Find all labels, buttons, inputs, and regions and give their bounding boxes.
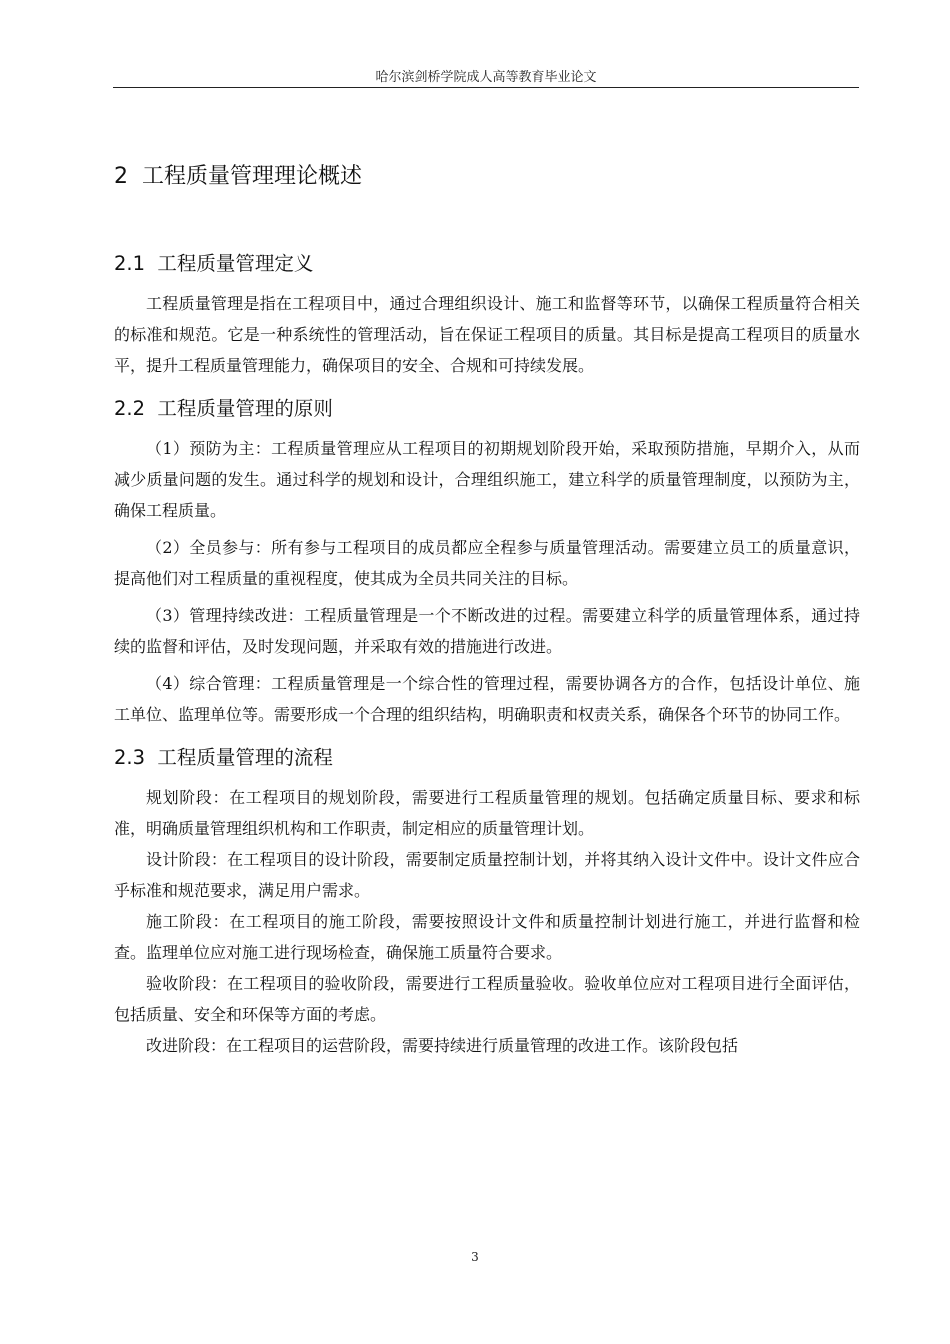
paragraph: 规划阶段：在工程项目的规划阶段，需要进行工程质量管理的规划。包括确定质量目标、要求和标准，明确质量管理组织机构和工作职责，制定相应的质量管理计划。 <box>114 788 860 838</box>
header-rule <box>113 87 859 88</box>
section-number: 2.1 <box>114 252 146 275</box>
paragraph: 改进阶段：在工程项目的运营阶段，需要持续进行质量管理的改进工作。该阶段包括 <box>146 1036 739 1055</box>
chapter-number: 2 <box>114 164 128 189</box>
section-title: 工程质量管理定义 <box>157 252 314 275</box>
section-number: 2.3 <box>114 746 146 769</box>
section-number: 2.2 <box>114 397 146 420</box>
paragraph: 验收阶段：在工程项目的验收阶段，需要进行工程质量验收。验收单位应对工程项目进行全面评估，包括质量、安全和环保等方面的考虑。 <box>114 974 860 1024</box>
paragraph: 施工阶段：在工程项目的施工阶段，需要按照设计文件和质量控制计划进行施工，并进行监督和检查。监理单位应对施工进行现场检查，确保施工质量符合要求。 <box>114 912 860 962</box>
paragraph: （2）全员参与：所有参与工程项目的成员都应全程参与质量管理活动。需要建立员工的质量意识，提高他们对工程质量的重视程度，使其成为全员共同关注的目标。 <box>114 538 860 588</box>
chapter-heading <box>114 154 860 200</box>
paragraph: 设计阶段：在工程项目的设计阶段，需要制定质量控制计划，并将其纳入设计文件中。设计文件应合乎标准和规范要求，满足用户需求。 <box>114 850 860 900</box>
section-2-2 <box>114 389 860 730</box>
page-body <box>114 154 860 1061</box>
page-number: 3 <box>471 1250 479 1264</box>
paragraph: （1）预防为主：工程质量管理应从工程项目的初期规划阶段开始，采取预防措施，早期介入，从而减少质量问题的发生。通过科学的规划和设计，合理组织施工，建立科学的质量管理制度，以预防为主，确保工程质量。 <box>114 439 860 520</box>
section-title: 工程质量管理的原则 <box>157 397 333 420</box>
running-header: 哈尔滨剑桥学院成人高等教育毕业论文 <box>375 70 597 85</box>
section-heading <box>114 389 860 429</box>
section-heading <box>114 244 860 284</box>
paragraph: （3）管理持续改进：工程质量管理是一个不断改进的过程。需要建立科学的质量管理体系，通过持续的监督和评估，及时发现问题，并采取有效的措施进行改进。 <box>114 606 860 656</box>
paragraph: （4）综合管理：工程质量管理是一个综合性的管理过程，需要协调各方的合作，包括设计单位、施工单位、监理单位等。需要形成一个合理的组织结构，明确职责和权责关系，确保各个环节的协同工作。 <box>114 674 860 724</box>
section-2-1 <box>114 244 860 381</box>
section-title: 工程质量管理的流程 <box>157 746 333 769</box>
section-2-3 <box>114 738 860 1061</box>
paragraph: 工程质量管理是指在工程项目中，通过合理组织设计、施工和监督等环节，以确保工程质量符合相关的标准和规范。它是一种系统性的管理活动，旨在保证工程项目的质量。其目标是提高工程项目的质量水平，提升工程质量管理能力，确保项目的安全、合规和可持续发展。 <box>114 294 860 375</box>
chapter-title: 工程质量管理理论概述 <box>142 164 363 189</box>
section-heading <box>114 738 860 778</box>
